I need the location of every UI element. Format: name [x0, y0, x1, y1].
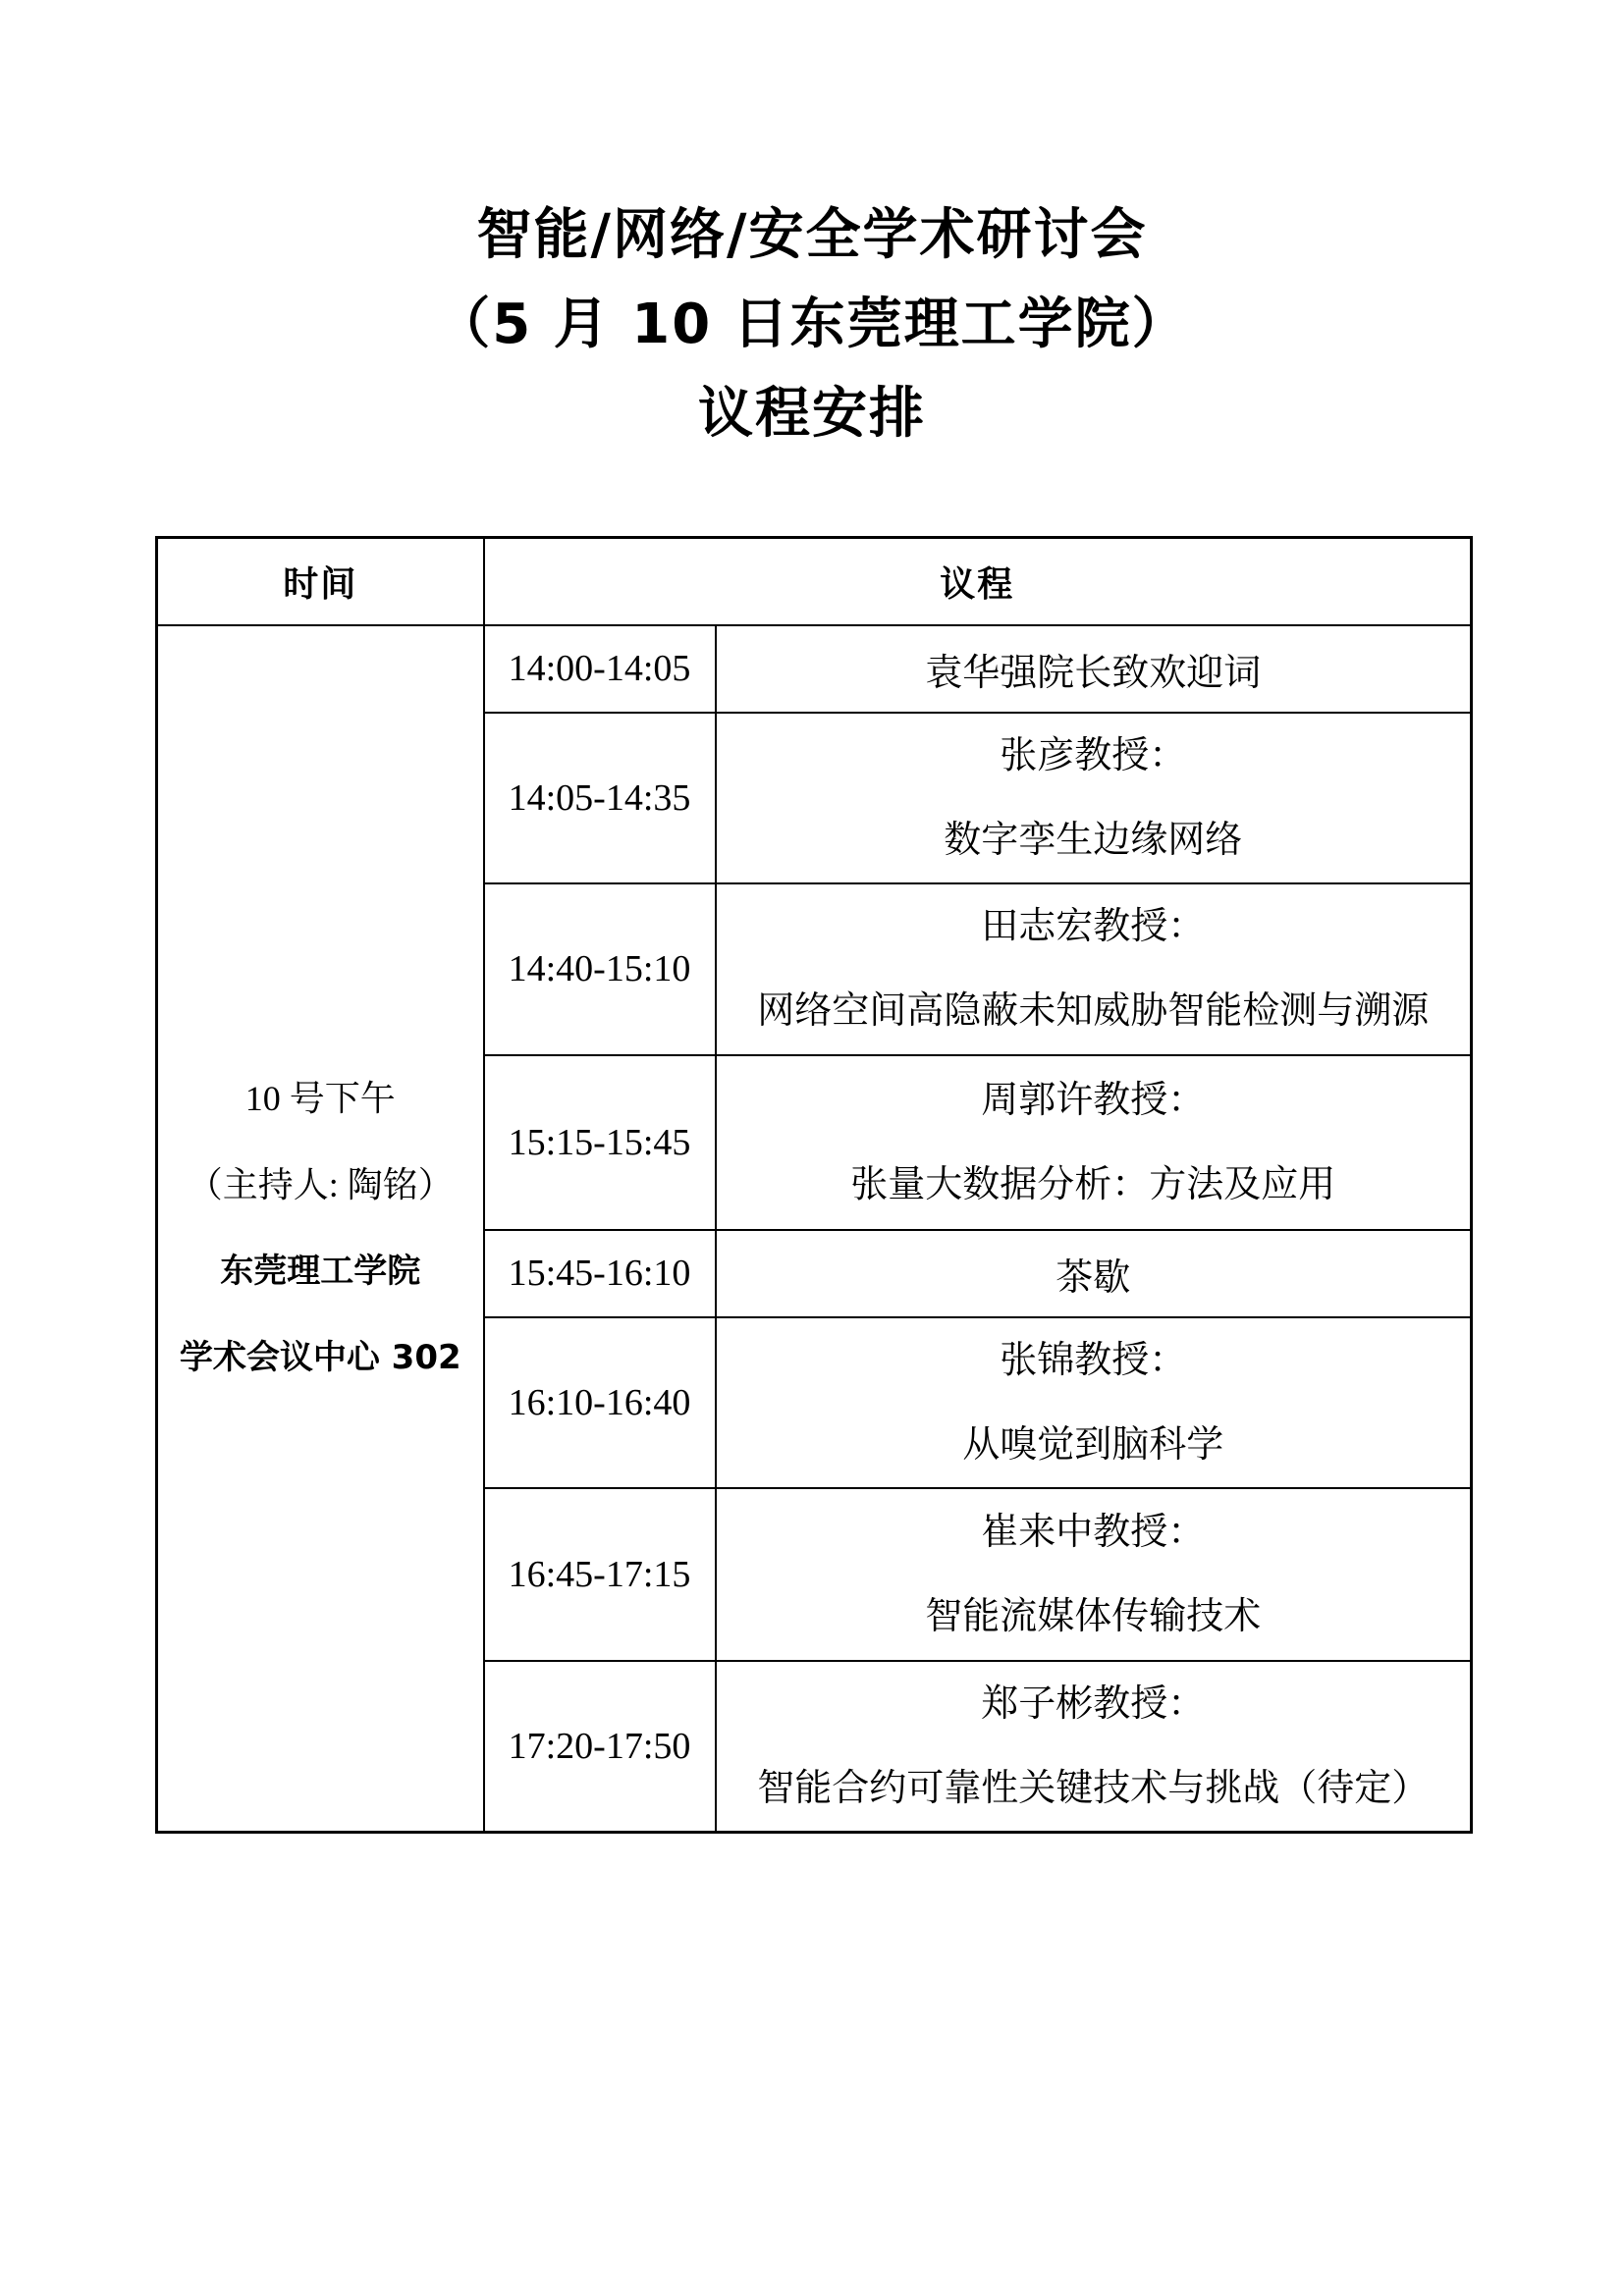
agenda-cell — [716, 713, 1472, 883]
agenda-speaker-line: 田志宏教授： — [981, 906, 1206, 947]
agenda-column-header: 议程 — [484, 538, 1472, 625]
agenda-table — [155, 536, 1473, 1834]
agenda-cell — [716, 1488, 1472, 1661]
time-cell: 15:45-16:10 — [484, 1230, 716, 1317]
time-column-header: 时间 — [157, 538, 484, 625]
agenda-cell — [716, 625, 1472, 713]
time-cell: 14:05-14:35 — [484, 713, 716, 883]
session-venue-line: 东莞理工学院 — [220, 1252, 421, 1292]
session-host-line: （主持人: 陶铭） — [187, 1165, 454, 1205]
agenda-topic-line: 智能流媒体传输技术 — [925, 1595, 1262, 1637]
time-cell: 14:00-14:05 — [484, 625, 716, 713]
table-row — [157, 625, 1472, 713]
session-date-line: 10 号下午 — [244, 1079, 396, 1119]
agenda-speaker-line: 周郭许教授： — [981, 1079, 1206, 1121]
session-room-line: 学术会议中心 302 — [179, 1338, 461, 1378]
title-line-2: （5 月 10 日东莞理工学院） — [435, 293, 1189, 356]
title-line-1: 智能/网络/安全学术研讨会 — [476, 203, 1148, 267]
time-cell: 14:40-15:10 — [484, 883, 716, 1055]
agenda-topic-line: 张量大数据分析：方法及应用 — [850, 1163, 1336, 1205]
agenda-cell — [716, 1317, 1472, 1488]
agenda-topic-line: 智能合约可靠性关键技术与挑战（待定） — [757, 1767, 1430, 1809]
agenda-speaker-line: 张彦教授： — [1000, 734, 1187, 776]
time-cell: 15:15-15:45 — [484, 1055, 716, 1230]
time-cell: 16:45-17:15 — [484, 1488, 716, 1661]
agenda-speaker-line: 郑子彬教授： — [981, 1682, 1206, 1725]
title-line-3: 议程安排 — [698, 382, 926, 446]
agenda-speaker-line: 崔来中教授： — [981, 1511, 1206, 1553]
agenda-line: 袁华强院长致欢迎词 — [925, 652, 1262, 694]
agenda-cell — [716, 1055, 1472, 1230]
agenda-topic-line: 数字孪生边缘网络 — [944, 819, 1243, 861]
table-header-row — [157, 538, 1472, 625]
time-cell: 16:10-16:40 — [484, 1317, 716, 1488]
agenda-cell — [716, 883, 1472, 1055]
time-cell: 17:20-17:50 — [484, 1661, 716, 1833]
document-title — [0, 190, 1624, 458]
agenda-cell — [716, 1661, 1472, 1833]
agenda-cell — [716, 1230, 1472, 1317]
agenda-topic-line: 从嗅觉到脑科学 — [962, 1423, 1224, 1466]
session-info-cell — [157, 625, 484, 1833]
agenda-line: 茶歇 — [1056, 1256, 1131, 1299]
agenda-topic-line: 网络空间高隐蔽未知威胁智能检测与溯源 — [757, 990, 1430, 1032]
agenda-speaker-line: 张锦教授： — [1000, 1339, 1187, 1381]
